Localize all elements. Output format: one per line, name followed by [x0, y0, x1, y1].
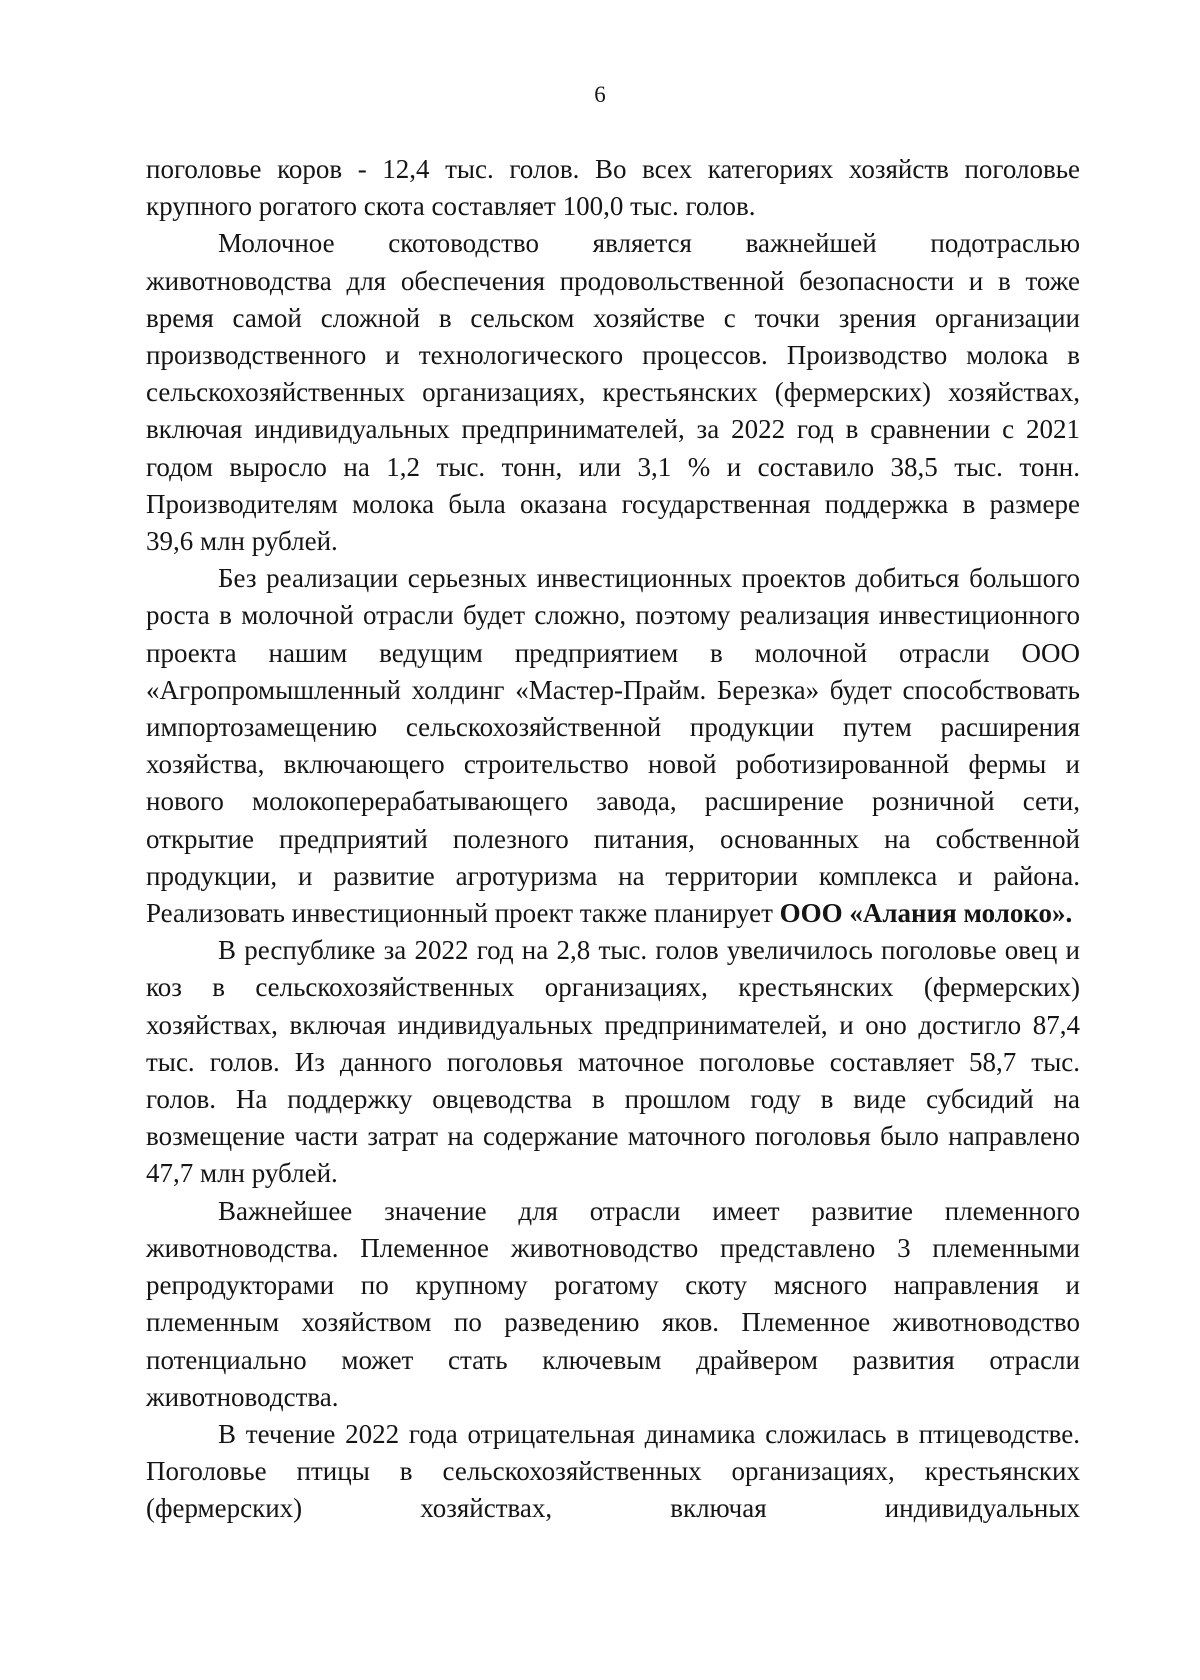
page-number: 6 [594, 82, 606, 107]
paragraph-dairy-farming: Молочное скотоводство является важнейшей подотраслью животноводства для обеспечения продовольственной безопасности и в тоже время самой сложной в сельском хозяйстве с точки зрения организации производственного и технологического процессов. Производство молока в сельскохозяйственных организациях, крестьянских (фермерских) хозяйствах, включая индивидуальных предпринимателей, за 2022 год в сравнении с 2021 годом выросло на 1,2 тыс. тонн, или 3,1 % и составило 38,5 тыс. тонн. Производителям молока была оказана государственная поддержка в размере 39,6 млн рублей. [146, 228, 1080, 557]
paragraph-poultry: В течение 2022 года отрицательная динамика сложилась в птицеводстве. Поголовье птицы в сельскохозяйственных организациях, крестьянских (фермерских) хозяйствах, включая индивидуальных [146, 1418, 1080, 1524]
paragraph-sheep-goats: В республике за 2022 год на 2,8 тыс. голов увеличилось поголовье овец и коз в сельскохозяйственных организациях, крестьянских (фермерских) хозяйствах, включая индивидуальных предпринимателей, и оно достигло 87,4 тыс. голов. Из данного поголовья маточное поголовье составляет 58,7 тыс. голов. На поддержку овцеводства в прошлом году в виде субсидий на возмещение части затрат на содержание маточного поголовья было направлено 47,7 млн рублей. [146, 935, 1080, 1189]
paragraph-breeding: Важнейшее значение для отрасли имеет развитие племенного животноводства. Племенное животноводство представлено 3 племенными репродукторами по крупному рогатому скоту мясного направления и племенным хозяйством по разведению яков. Племенное животноводство потенциально может стать ключевым драйвером развития отрасли животноводства. [146, 1195, 1080, 1412]
company-name-bold: ООО «Алания молоко». [779, 898, 1073, 929]
paragraph-cattle-total: поголовье коров - 12,4 тыс. голов. Во всех категориях хозяйств поголовье крупного рогатого скота составляет 100,0 тыс. голов. [146, 154, 1080, 222]
paragraph-investment-projects [146, 560, 1080, 932]
paragraph-investment-text: Без реализации серьезных инвестиционных проектов добиться большого роста в молочной отрасли будет сложно, поэтому реализация инвестиционного проекта нашим ведущим предприятием в молочной отрасли ООО «Агропромышленный холдинг «Мастер-Прайм. Березка» будет способствовать импортозамещению сельскохозяйственной продукции путем расширения хозяйства, включающего строительство новой роботизированной фермы и нового молокоперерабатывающего завода, расширение розничной сети, открытие предприятий полезного питания, основанных на собственной продукции, и развитие агротуризма на территории комплекса и района. Реализовать инвестиционный проект также планирует [146, 563, 1080, 929]
document-body [146, 151, 1080, 1528]
